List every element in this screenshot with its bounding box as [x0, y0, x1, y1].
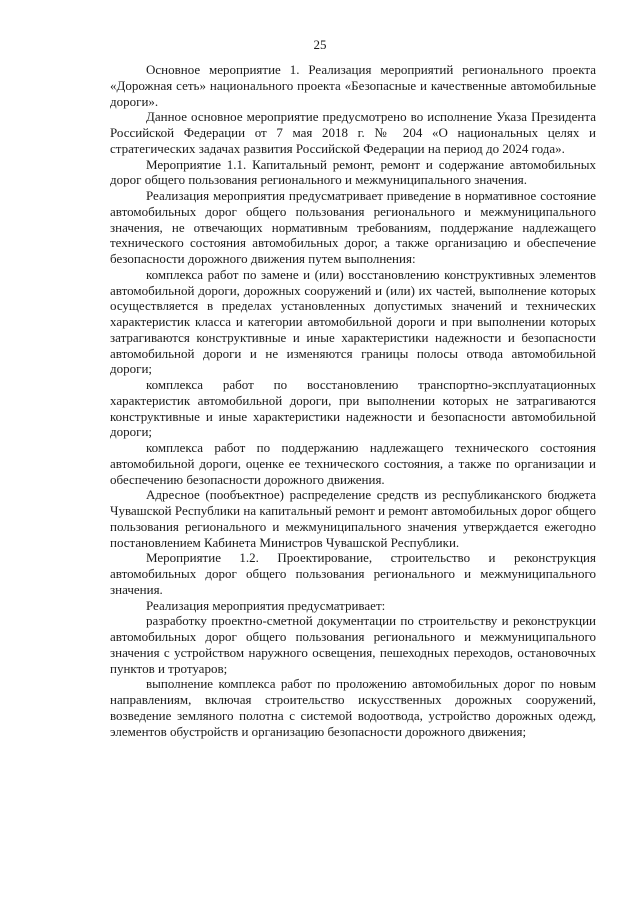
- paragraph-decree-reference: Данное основное мероприятие предусмотрено во исполнение Указа Президента Российской Федерации от 7 мая 2018 г. № 204 «О национальных целях и стратегических задачах развития Российской Федерации на период до 2024 года».: [110, 109, 596, 156]
- document-body: [110, 62, 596, 739]
- paragraph-main-activity-1: Основное мероприятие 1. Реализация мероприятий регионального проекта «Дорожная сеть» национального проекта «Безопасные и качественные автомобильные дороги».: [110, 62, 596, 109]
- paragraph-activity-1-1-description: Реализация мероприятия предусматривает приведение в нормативное состояние автомобильных дорог общего пользования регионального и межмуниципального значения, не отвечающих нормативным требованиям, поддержание надлежащего технического состояния автомобильных дорог, а также организацию и обеспечение безопасности дорожного движения путем выполнения:: [110, 188, 596, 266]
- paragraph-budget-distribution: Адресное (пообъектное) распределение средств из республиканского бюджета Чувашской Республики на капитальный ремонт и ремонт автомобильных дорог общего пользования регионального и межмуниципального значения утверждается ежегодно постановлением Кабинета Министров Чувашской Республики.: [110, 487, 596, 550]
- paragraph-list-item: выполнение комплекса работ по проложению автомобильных дорог по новым направлениям, включая строительство искусственных дорожных сооружений, возведение земляного полотна с системой водоотвода, устройство дорожных одежд, элементов обустройств и организацию безопасности дорожного движения;: [110, 676, 596, 739]
- paragraph-list-item: разработку проектно-сметной документации по строительству и реконструкции автомобильных дорог общего пользования регионального и межмуниципального значения с устройством наружного освещения, пешеходных переходов, остановочных пунктов и тротуаров;: [110, 613, 596, 676]
- paragraph-list-item: комплекса работ по поддержанию надлежащего технического состояния автомобильной дороги, оценке ее технического состояния, а также по организации и обеспечению безопасности дорожного движения.: [110, 440, 596, 487]
- paragraph-list-item: комплекса работ по замене и (или) восстановлению конструктивных элементов автомобильной дороги, дорожных сооружений и (или) их частей, выполнение которых осуществляется в пределах установленных допустимых значений и технических характеристик класса и категории автомобильной дороги и при выполнении которых затрагиваются конструктивные и иные характеристики надежности и безопасности автомобильной дороги и не изменяются границы полосы отвода автомобильной дороги;: [110, 266, 596, 377]
- paragraph-activity-1-1-title: Мероприятие 1.1. Капитальный ремонт, ремонт и содержание автомобильных дорог общего пользования регионального и межмуниципального значения.: [110, 156, 596, 188]
- paragraph-activity-1-2-intro: Реализация мероприятия предусматривает:: [146, 597, 386, 613]
- paragraph-list-item: комплекса работ по восстановлению транспортно-эксплуатационных характеристик автомобильной дороги, при выполнении которых не затрагиваются конструктивные и иные характеристики надежности и безопасности автомобильной дороги;: [110, 377, 596, 440]
- page-number: 25: [313, 37, 327, 52]
- paragraph-activity-1-2-title: Мероприятие 1.2. Проектирование, строительство и реконструкция автомобильных дорог общего пользования регионального и межмуниципального значения.: [110, 550, 596, 597]
